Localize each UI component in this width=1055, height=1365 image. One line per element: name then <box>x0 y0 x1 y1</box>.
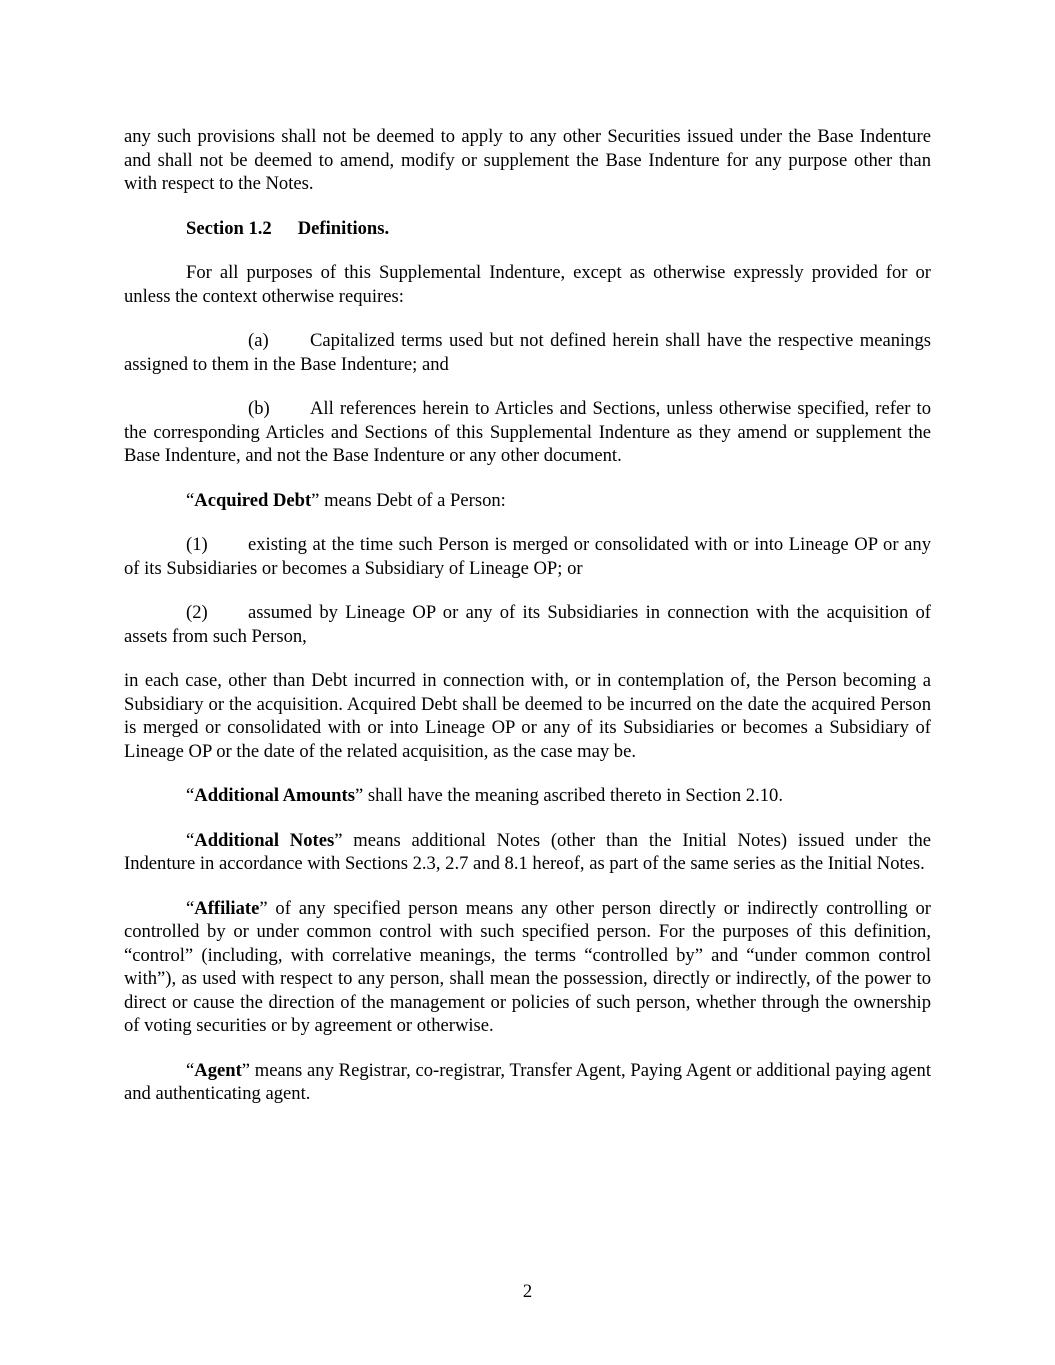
section-title: Definitions. <box>297 217 390 239</box>
definition-text: ” of any specified person means any other person directly or indirectly controlling or controlled by or under common control with such specified person. For the purposes of this definition, “control” (including, with correlative meanings, the terms “controlled by” and “under common control with”), as used with respect to any person, shall mean the possession, directly or indirectly, of the power to direct or cause the direction of the management or policies of such person, whether through the ownership of voting securities or by agreement or otherwise. <box>124 897 931 1036</box>
definition-acquired-debt <box>124 489 931 513</box>
definition-text: ” means Debt of a Person: <box>311 489 506 511</box>
open-quote: “ <box>186 897 195 919</box>
defined-term: Additional Notes <box>194 829 335 851</box>
in-each-case-paragraph: in each case, other than Debt incurred in connection with, or in contemplation of, the Person becoming a Subsidiary or the acquisition. Acquired Debt shall be deemed to be incurred on the date the acquired Person is merged or consolidated with or into Lineage OP or any of its Subsidiaries or becomes a Subsidiary of Lineage OP or the date of the related acquisition, as the case may be. <box>124 670 931 762</box>
clause-2 <box>124 601 931 648</box>
definition-additional-notes <box>124 829 931 876</box>
section-heading <box>124 217 931 241</box>
page-number: 2 <box>522 1281 533 1302</box>
clause-1-text: existing at the time such Person is merged or consolidated with or into Lineage OP or any of its Subsidiaries or becomes a Subsidiary of Lineage OP; or <box>124 534 931 579</box>
definition-agent <box>124 1059 931 1106</box>
defined-term: Affiliate <box>194 897 260 919</box>
defined-term: Acquired Debt <box>194 489 312 511</box>
clause-a-label: (a) <box>248 330 269 351</box>
defined-term: Additional Amounts <box>194 785 355 806</box>
section-number: Section 1.2 <box>186 217 272 239</box>
purposes-paragraph: For all purposes of this Supplemental Indenture, except as otherwise expressly provided for or unless the context otherwise requires: <box>124 262 931 307</box>
open-quote: “ <box>186 829 195 851</box>
defined-term: Agent <box>194 1059 242 1081</box>
definition-additional-amounts <box>124 784 931 808</box>
open-quote: “ <box>186 1059 195 1081</box>
clause-b-label: (b) <box>248 398 270 419</box>
clause-b-text: All references herein to Articles and Sections, unless otherwise specified, refer to the corresponding Articles and Sections of this Supplemental Indenture as they amend or supplement the Base Indenture, and not the Base Indenture or any other document. <box>124 398 931 466</box>
definition-text: ” means any Registrar, co-registrar, Transfer Agent, Paying Agent or additional paying agent and authenticating agent. <box>124 1059 931 1104</box>
open-quote: “ <box>186 489 195 511</box>
definition-affiliate <box>124 897 931 1038</box>
clause-a-text: Capitalized terms used but not defined herein shall have the respective meanings assigned to them in the Base Indenture; and <box>124 330 931 375</box>
definition-text: ” means additional Notes (other than the Initial Notes) issued under the Indenture in accordance with Sections 2.3, 2.7 and 8.1 hereof, as part of the same series as the Initial Notes. <box>124 829 931 874</box>
open-quote: “ <box>186 785 195 806</box>
clause-a <box>124 329 931 376</box>
continuation-paragraph: any such provisions shall not be deemed to apply to any other Securities issued under the Base Indenture and shall not be deemed to amend, modify or supplement the Base Indenture for any purpose other than with respect to the Notes. <box>124 126 931 194</box>
clause-b <box>124 397 931 468</box>
document-page <box>124 125 931 1127</box>
clause-1 <box>124 533 931 580</box>
clause-2-label: (2) <box>186 602 208 623</box>
clause-2-text: assumed by Lineage OP or any of its Subsidiaries in connection with the acquisition of assets from such Person, <box>124 602 931 647</box>
clause-1-label: (1) <box>186 534 208 555</box>
definition-text: ” shall have the meaning ascribed thereto in Section 2.10. <box>354 785 783 806</box>
